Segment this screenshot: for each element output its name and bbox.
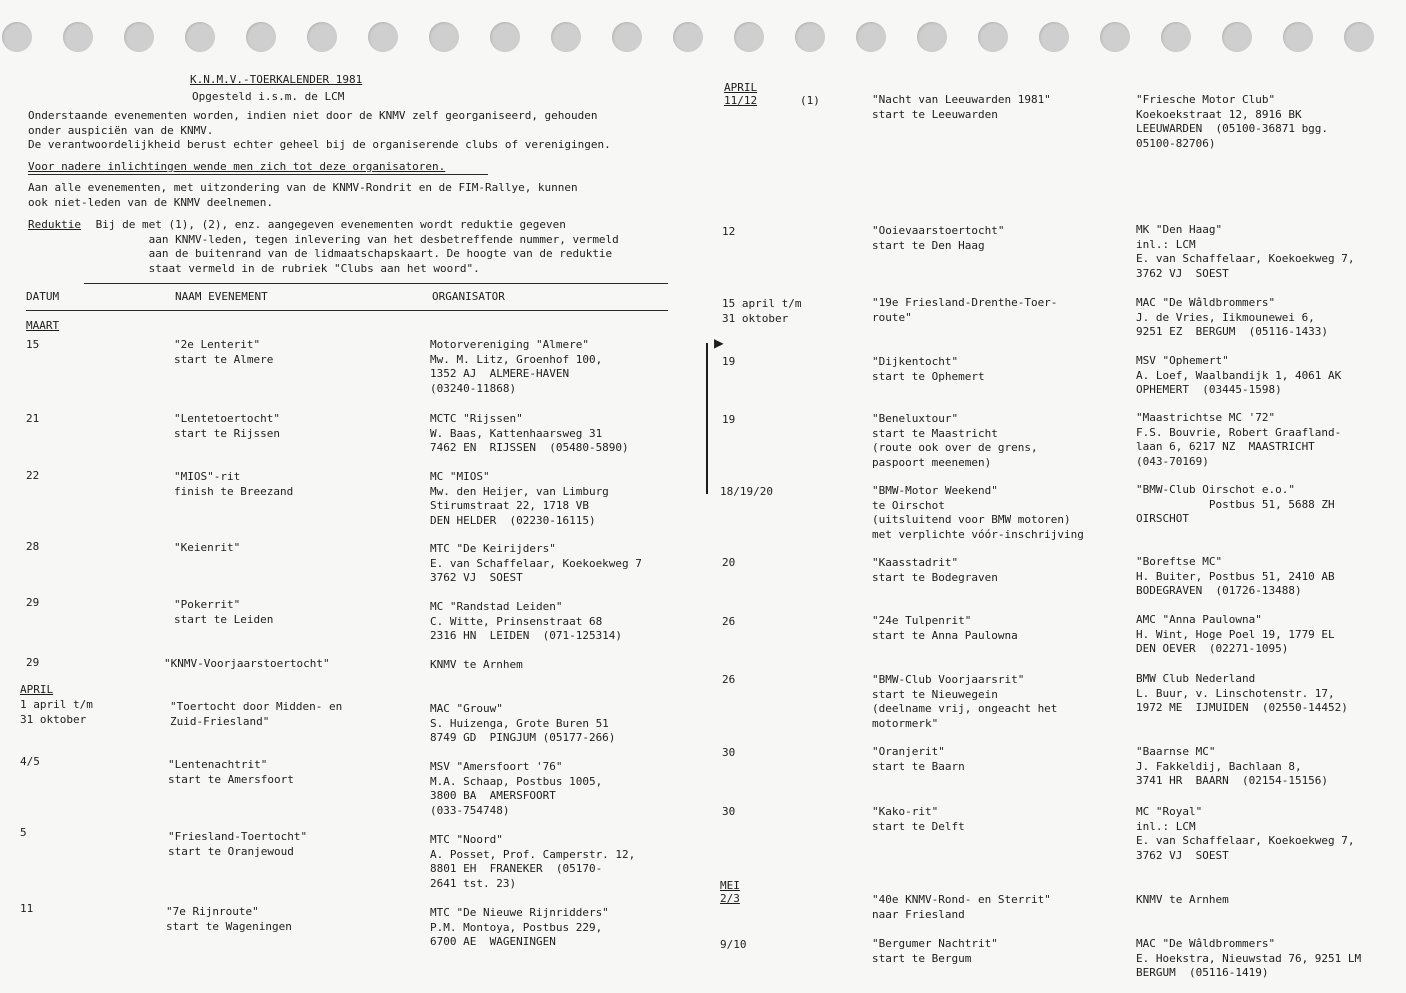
entry-date: 5 [20,826,27,839]
entry-organisator: MC "MIOS" Mw. den Heijer, van Limburg Stirumstraat 22, 1718 VB DEN HELDER (02230-16115) [430,470,609,527]
entry-event: "Keienrit" [174,541,241,554]
entry-organisator: MK "Den Haag" inl.: LCM E. van Schaffelaar, Koekoekweg 7, 3762 VJ SOEST [1136,223,1355,280]
entry-event: "24e Tulpenrit" start te Anna Paulowna [872,614,1018,642]
entry-event: "MIOS"-rit finish te Breezand [174,470,294,498]
entry-date: 28 [26,540,40,553]
intro-paragraph-2: Voor nadere inlichtingen wende men zich tot deze organisatoren. [28,160,446,173]
entry-date: 30 [722,746,736,759]
entry-event: "Oranjerit" start te Baarn [872,745,965,773]
entry-date: 30 [722,805,736,818]
reduction-number: (1) [800,94,820,107]
entry-organisator: MSV "Ophemert" A. Loef, Waalbandijk 1, 4061 AK OPHEMERT (03445-1598) [1136,354,1342,396]
entry-organisator: BMW Club Nederland L. Buur, v. Linschotenstr. 17, 1972 ME IJMUIDEN (02550-14452) [1136,672,1348,714]
entry-date: 26 [722,673,736,686]
entry-event: "Friesland-Toertocht" start te Oranjewoud [168,830,308,858]
col-header-naam: NAAM EVENEMENT [175,290,268,303]
entry-organisator: "Boreftse MC" H. Buiter, Postbus 51, 2410 AB BODEGRAVEN (01726-13488) [1136,555,1335,597]
entry-date: 26 [722,615,736,628]
entry-organisator: "BMW-Club Oirschot e.o." Postbus 51, 5688 ZH OIRSCHOT [1136,483,1335,525]
entry-event: "Toertocht door Midden- en Zuid-Friesland" [170,700,343,728]
entry-event: "19e Friesland-Drenthe-Toer- route" [872,296,1058,324]
entry-organisator: "Baarnse MC" J. Fakkeldij, Bachlaan 8, 3741 HR BAARN (02154-15156) [1136,745,1329,787]
bracket-line [706,343,722,494]
entry-date: 11/12 [724,94,758,107]
entry-organisator: MTC "Noord" A. Posset, Prof. Camperstr. 12, 8801 EH FRANEKER (05170- 2641 tst. 23) [430,833,636,890]
entry-date: 20 [722,556,736,569]
entry-date: 9/10 [720,938,747,951]
entry-event: "Ooievaarstoertocht" start te Den Haag [872,224,1005,252]
reductie-label: Reduktie [28,218,81,231]
col-header-datum: DATUM [26,290,60,303]
entry-event: "Beneluxtour" start te Maastricht (route ook over de grens, paspoort meenemen) [872,412,1038,469]
intro-paragraph-3: Aan alle evenementen, met uitzondering van de KNMV-Rondrit en de FIM-Rallye, kunnen ook niet-leden van de KNMV deelnemen. [28,181,578,209]
entry-event: "BMW-Club Voorjaarsrit" start te Nieuwegein (deelname vrij, ongeacht het motormerk" [872,673,1058,730]
month-april: APRIL [20,683,54,696]
entry-date: 2/3 [720,892,740,905]
entry-organisator: MAC "Grouw" S. Huizenga, Grote Buren 51 8749 GD PINGJUM (05177-266) [430,702,616,744]
entry-organisator: MAC "De Wâldbrommers" J. de Vries, Iikmounewei 6, 9251 EZ BERGUM (05116-1433) [1136,296,1329,338]
divider [28,174,488,175]
entry-organisator: "Friesche Motor Club" Koekoekstraat 12, 8916 BK LEEUWARDEN (05100-36871 bgg. 05100-82706) [1136,93,1329,150]
entry-organisator: MTC "De Keirijders" E. van Schaffelaar, Koekoekweg 7 3762 VJ SOEST [430,542,642,584]
entry-organisator: "Maastrichtse MC '72" F.S. Bouvrie, Robert Graafland- laan 6, 6217 NZ MAASTRICHT (043-70169) [1136,411,1342,468]
entry-event: "KNMV-Voorjaarstoertocht" [164,657,330,670]
right-page [700,0,1406,993]
arrow-icon: ▶ [714,333,724,352]
entry-date: 22 [26,469,40,482]
left-page [0,0,700,993]
header-rule [84,283,668,284]
entry-event: "Pokerrit" start te Leiden [174,598,274,626]
entry-event: "2e Lenterit" start te Almere [174,338,274,366]
entry-organisator: MC "Randstad Leiden" C. Witte, Prinsenstraat 68 2316 HN LEIDEN (071-125314) [430,600,623,642]
entry-date: 11 [20,902,34,915]
entry-organisator: KNMV te Arnhem [1136,893,1229,906]
entry-event: "Nacht van Leeuwarden 1981" start te Leeuwarden [872,93,1051,121]
entry-organisator: KNMV te Arnhem [430,658,523,671]
entry-date: 4/5 [20,755,40,768]
entry-date: 15 april t/m 31 oktober [722,297,802,325]
entry-organisator: MCTC "Rijssen" W. Baas, Kattenhaarsweg 31 7462 EN RIJSSEN (05480-5890) [430,412,629,454]
entry-date: 21 [26,412,40,425]
month-maart: MAART [26,319,60,332]
entry-event: "Kaasstadrit" start te Bodegraven [872,556,998,584]
month-mei: MEI [720,879,740,892]
entry-organisator: MTC "De Nieuwe Rijnridders" P.M. Montoya, Postbus 229, 6700 AE WAGENINGEN [430,906,609,948]
entry-event: "40e KNMV-Rond- en Sterrit" naar Friesland [872,893,1051,921]
entry-event: "Lentetoertocht" start te Rijssen [174,412,280,440]
entry-organisator: AMC "Anna Paulowna" H. Wint, Hoge Poel 19, 1779 EL DEN OEVER (02271-1095) [1136,613,1335,655]
entry-date: 12 [722,225,736,238]
col-header-organisator: ORGANISATOR [432,290,505,303]
calendar-title: K.N.M.V.-TOERKALENDER 1981 [190,73,363,86]
entry-event: "Bergumer Nachtrit" start te Bergum [872,937,998,965]
intro-paragraph-1: Onderstaande evenementen worden, indien niet door de KNMV zelf georganiseerd, gehouden onder auspiciën van de KNMV. De verantwoordelijkheid berust echter geheel bij de organiserende clubs of verenigingen. [28,109,611,151]
calendar-subtitle: Opgesteld i.s.m. de LCM [192,90,345,103]
entry-event: "7e Rijnroute" start te Wageningen [166,905,292,933]
entry-date: 29 [26,596,40,609]
entry-event: "Kako-rit" start te Delft [872,805,965,833]
entry-event: "BMW-Motor Weekend" te Oirschot (uitsluitend voor BMW motoren) met verplichte vóór-inschrijving [872,484,1084,541]
column-rule [26,310,668,311]
entry-date: 15 [26,338,40,351]
month-april: APRIL [724,81,758,94]
entry-date: 29 [26,656,40,669]
entry-organisator: MC "Royal" inl.: LCM E. van Schaffelaar, Koekoekweg 7, 3762 VJ SOEST [1136,805,1355,862]
entry-organisator: MSV "Amersfoort '76" M.A. Schaap, Postbus 1005, 3800 BA AMERSFOORT (033-754748) [430,760,603,817]
reductie-text: Bij de met (1), (2), enz. aangegeven evenementen wordt reduktie gegeven aan KNMV-leden, tegen inlevering van het desbetreffende nummer, vermeld aan de buitenrand van de lidmaatschapskaart. De hoogte van de reduktie staat vermeld in de rubriek "Clubs aan het woord". [95,218,619,275]
entry-date: 18/19/20 [720,485,773,498]
entry-date: 19 [722,355,736,368]
entry-event: "Lentenachtrit" start te Amersfoort [168,758,294,786]
entry-date: 1 april t/m 31 oktober [20,698,93,726]
entry-organisator: Motorvereniging "Almere" Mw. M. Litz, Groenhof 100, 1352 AJ ALMERE-HAVEN (03240-11868) [430,338,603,395]
entry-event: "Dijkentocht" start te Ophemert [872,355,985,383]
entry-organisator: MAC "De Wâldbrommers" E. Hoekstra, Nieuwstad 76, 9251 LM BERGUM (05116-1419) [1136,937,1362,979]
entry-date: 19 [722,413,736,426]
